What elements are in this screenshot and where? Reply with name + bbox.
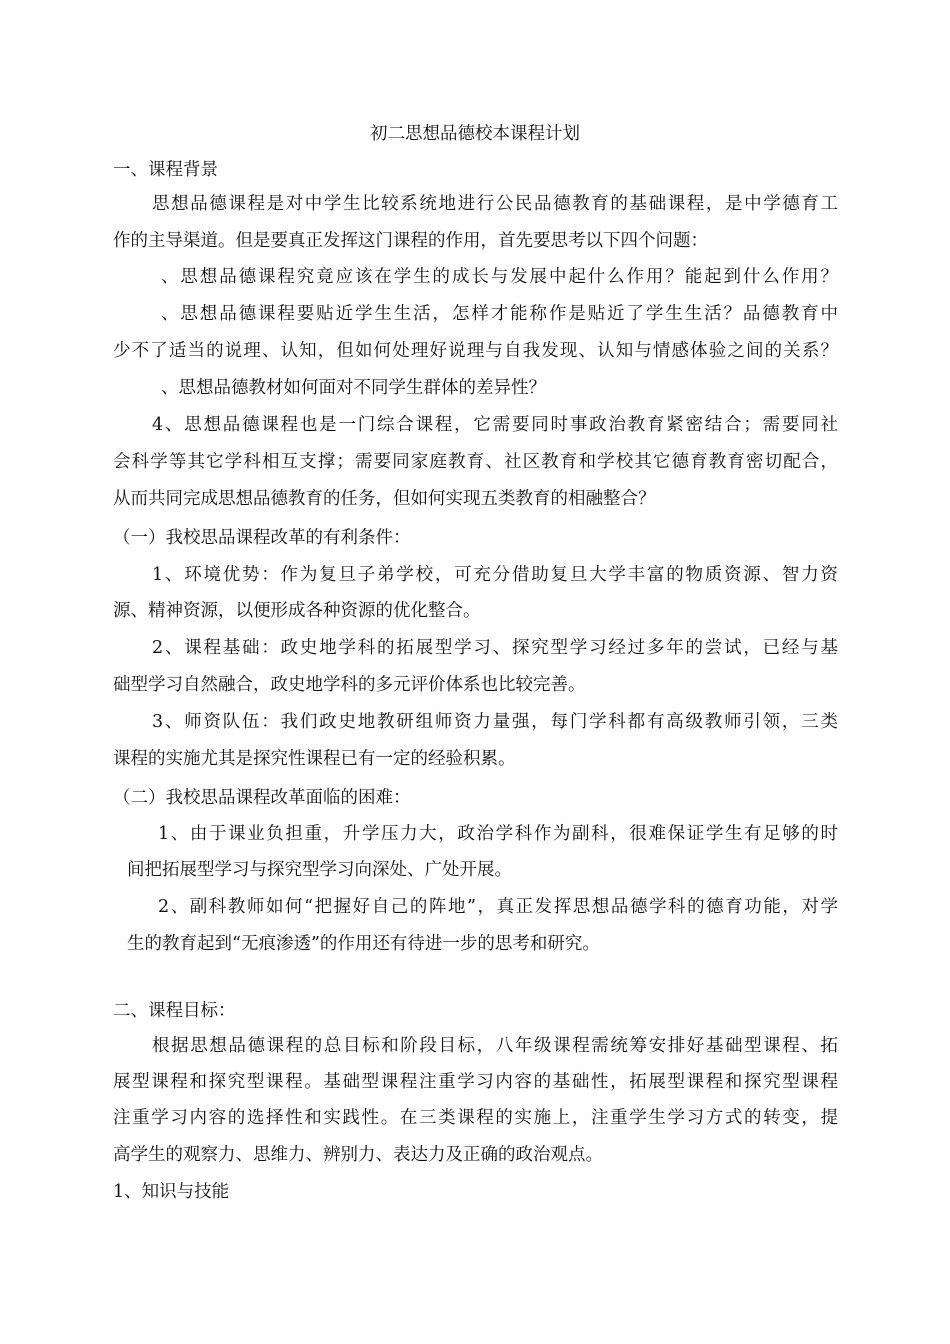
question-4-line: 4、思想品德课程也是一门综合课程，它需要同时事政治教育紧密结合；需要同社 — [152, 415, 838, 435]
advantage-2-line: 2、课程基础：政史地学科的拓展型学习、探究型学习经过多年的尝试，已经与基 — [152, 638, 838, 658]
question-3: 、思想品德教材如何面对不同学生群体的差异性？ — [161, 378, 546, 398]
difficulty-1-line: 间把拓展型学习与探究型学习向深处、广处开展。 — [127, 860, 512, 880]
difficulty-1-line: 1、由于课业负担重，升学压力大，政治学科作为副科，很难保证学生有足够的时 — [158, 824, 838, 844]
difficulty-2-line: 2、副科教师如何“把握好自己的阵地”，真正发挥思想品德学科的德育功能，对学 — [158, 897, 838, 917]
subsection-heading-advantages: （一）我校思品课程改革的有利条件： — [113, 528, 411, 548]
advantage-1-line: 源、精神资源，以便形成各种资源的优化整合。 — [113, 601, 481, 621]
goals-subheading-knowledge: 1、知识与技能 — [113, 1182, 230, 1202]
section-heading-background: 一、课程背景 — [113, 160, 218, 180]
subsection-heading-difficulties: （二）我校思品课程改革面临的困难： — [113, 788, 411, 808]
goals-paragraph-line: 根据思想品德课程的总目标和阶段目标，八年级课程需统筹安排好基础型课程、拓 — [152, 1036, 838, 1056]
difficulty-2-line: 生的教育起到“无痕渗透”的作用还有待进一步的思考和研究。 — [127, 934, 600, 954]
question-2-line: 少不了适当的说理、认知，但如何处理好说理与自我发现、认知与情感体验之间的关系？ — [113, 341, 838, 361]
advantage-3-line: 课程的实施尤其是探究性课程已有一定的经验积累。 — [113, 749, 516, 769]
goals-paragraph-line: 展型课程和探究型课程。基础型课程注重学习内容的基础性，拓展型课程和探究型课程 — [113, 1072, 838, 1092]
question-4-line: 会科学等其它学科相互支撑；需要同家庭教育、社区教育和学校其它德育教育密切配合， — [113, 452, 838, 472]
question-4-line: 从而共同完成思想品德教育的任务，但如何实现五类教育的相融整合？ — [113, 489, 656, 509]
paragraph-line: 作的主导渠道。但是要真正发挥这门课程的作用，首先要思考以下四个问题： — [113, 231, 708, 251]
advantage-3-line: 3、师资队伍：我们政史地教研组师资力量强，每门学科都有高级教师引领，三类 — [152, 712, 838, 732]
document-title: 初二思想品德校本课程计划 — [370, 124, 580, 144]
section-heading-goals: 二、课程目标： — [113, 1001, 236, 1021]
paragraph-line: 思想品德课程是对中学生比较系统地进行公民品德教育的基础课程，是中学德育工 — [152, 194, 838, 214]
advantage-1-line: 1、环境优势：作为复旦子弟学校，可充分借助复旦大学丰富的物质资源、智力资 — [152, 565, 838, 585]
advantage-2-line: 础型学习自然融合，政史地学科的多元评价体系也比较完善。 — [113, 675, 586, 695]
question-2-line: 、思想品德课程要贴近学生生活，怎样才能称作是贴近了学生生活？品德教育中 — [161, 304, 838, 324]
question-1: 、思想品德课程究竟应该在学生的成长与发展中起什么作用？能起到什么作用？ — [161, 267, 838, 287]
goals-paragraph-line: 注重学习内容的选择性和实践性。在三类课程的实施上，注重学生学习方式的转变，提 — [113, 1108, 838, 1128]
goals-paragraph-line: 高学生的观察力、思维力、辨别力、表达力及正确的政治观点。 — [113, 1145, 603, 1165]
